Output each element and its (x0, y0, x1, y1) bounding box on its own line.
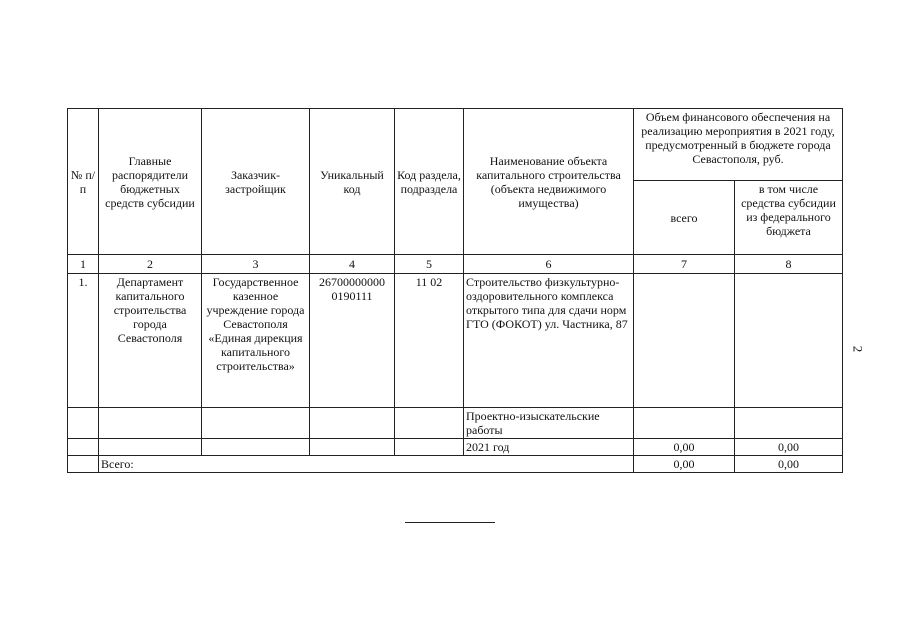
empty-cell (310, 408, 395, 439)
row-object-name: Строительство физкультурно-оздоровительного комплекса открытого типа для сдачи норм ГТО (ФОКОТ) ул. Частника, 87 (464, 274, 634, 408)
total-label: Всего: (99, 456, 634, 473)
header-funding-group: Объем финансового обеспечения на реализацию мероприятия в 2021 году, предусмотренный в бюджете города Севастополя, руб. (634, 109, 843, 181)
page-number: 2 (850, 345, 866, 353)
empty-cell (202, 439, 310, 456)
empty-cell (395, 439, 464, 456)
total-row (68, 456, 843, 473)
empty-cell (68, 408, 99, 439)
empty-cell (634, 408, 735, 439)
footer-rule (405, 522, 495, 523)
row-year: 2021 год (464, 439, 634, 456)
header-section-code: Код раздела, подраздела (395, 109, 464, 255)
row-stage-name: Проектно-изыскательские работы (464, 408, 634, 439)
row-unique-code: 26700000000 0190111 (310, 274, 395, 408)
row-number: 1. (68, 274, 99, 408)
column-number: 1 (68, 255, 99, 274)
row-total (634, 274, 735, 408)
header-number: № п/п (68, 109, 99, 255)
grand-total-federal: 0,00 (735, 456, 843, 473)
column-number: 8 (735, 255, 843, 274)
empty-cell (99, 439, 202, 456)
grand-total: 0,00 (634, 456, 735, 473)
column-number-row (68, 255, 843, 274)
table-row (68, 408, 843, 439)
column-number: 6 (464, 255, 634, 274)
empty-cell (395, 408, 464, 439)
empty-cell (99, 408, 202, 439)
budget-table (67, 108, 843, 473)
header-object-name: Наименование объекта капитального строительства (объекта недвижимого имущества) (464, 109, 634, 255)
row-federal (735, 274, 843, 408)
header-distributor: Главные распорядители бюджетных средств субсидии (99, 109, 202, 255)
row-customer: Государственное казенное учреждение города Севастополя «Единая дирекция капитального строительства» (202, 274, 310, 408)
empty-cell (68, 439, 99, 456)
header-federal: в том числе средства субсидии из федерального бюджета (735, 181, 843, 255)
column-number: 4 (310, 255, 395, 274)
column-number: 5 (395, 255, 464, 274)
column-number: 3 (202, 255, 310, 274)
column-number: 2 (99, 255, 202, 274)
empty-cell (735, 408, 843, 439)
row-year-federal: 0,00 (735, 439, 843, 456)
header-total: всего (634, 181, 735, 255)
header-customer: Заказчик-застройщик (202, 109, 310, 255)
empty-cell (68, 456, 99, 473)
empty-cell (310, 439, 395, 456)
row-distributor: Департамент капитального строительства города Севастополя (99, 274, 202, 408)
column-number: 7 (634, 255, 735, 274)
table-row (68, 274, 843, 408)
empty-cell (202, 408, 310, 439)
header-unique-code: Уникальный код (310, 109, 395, 255)
table-row (68, 439, 843, 456)
row-section-code: 11 02 (395, 274, 464, 408)
row-year-total: 0,00 (634, 439, 735, 456)
